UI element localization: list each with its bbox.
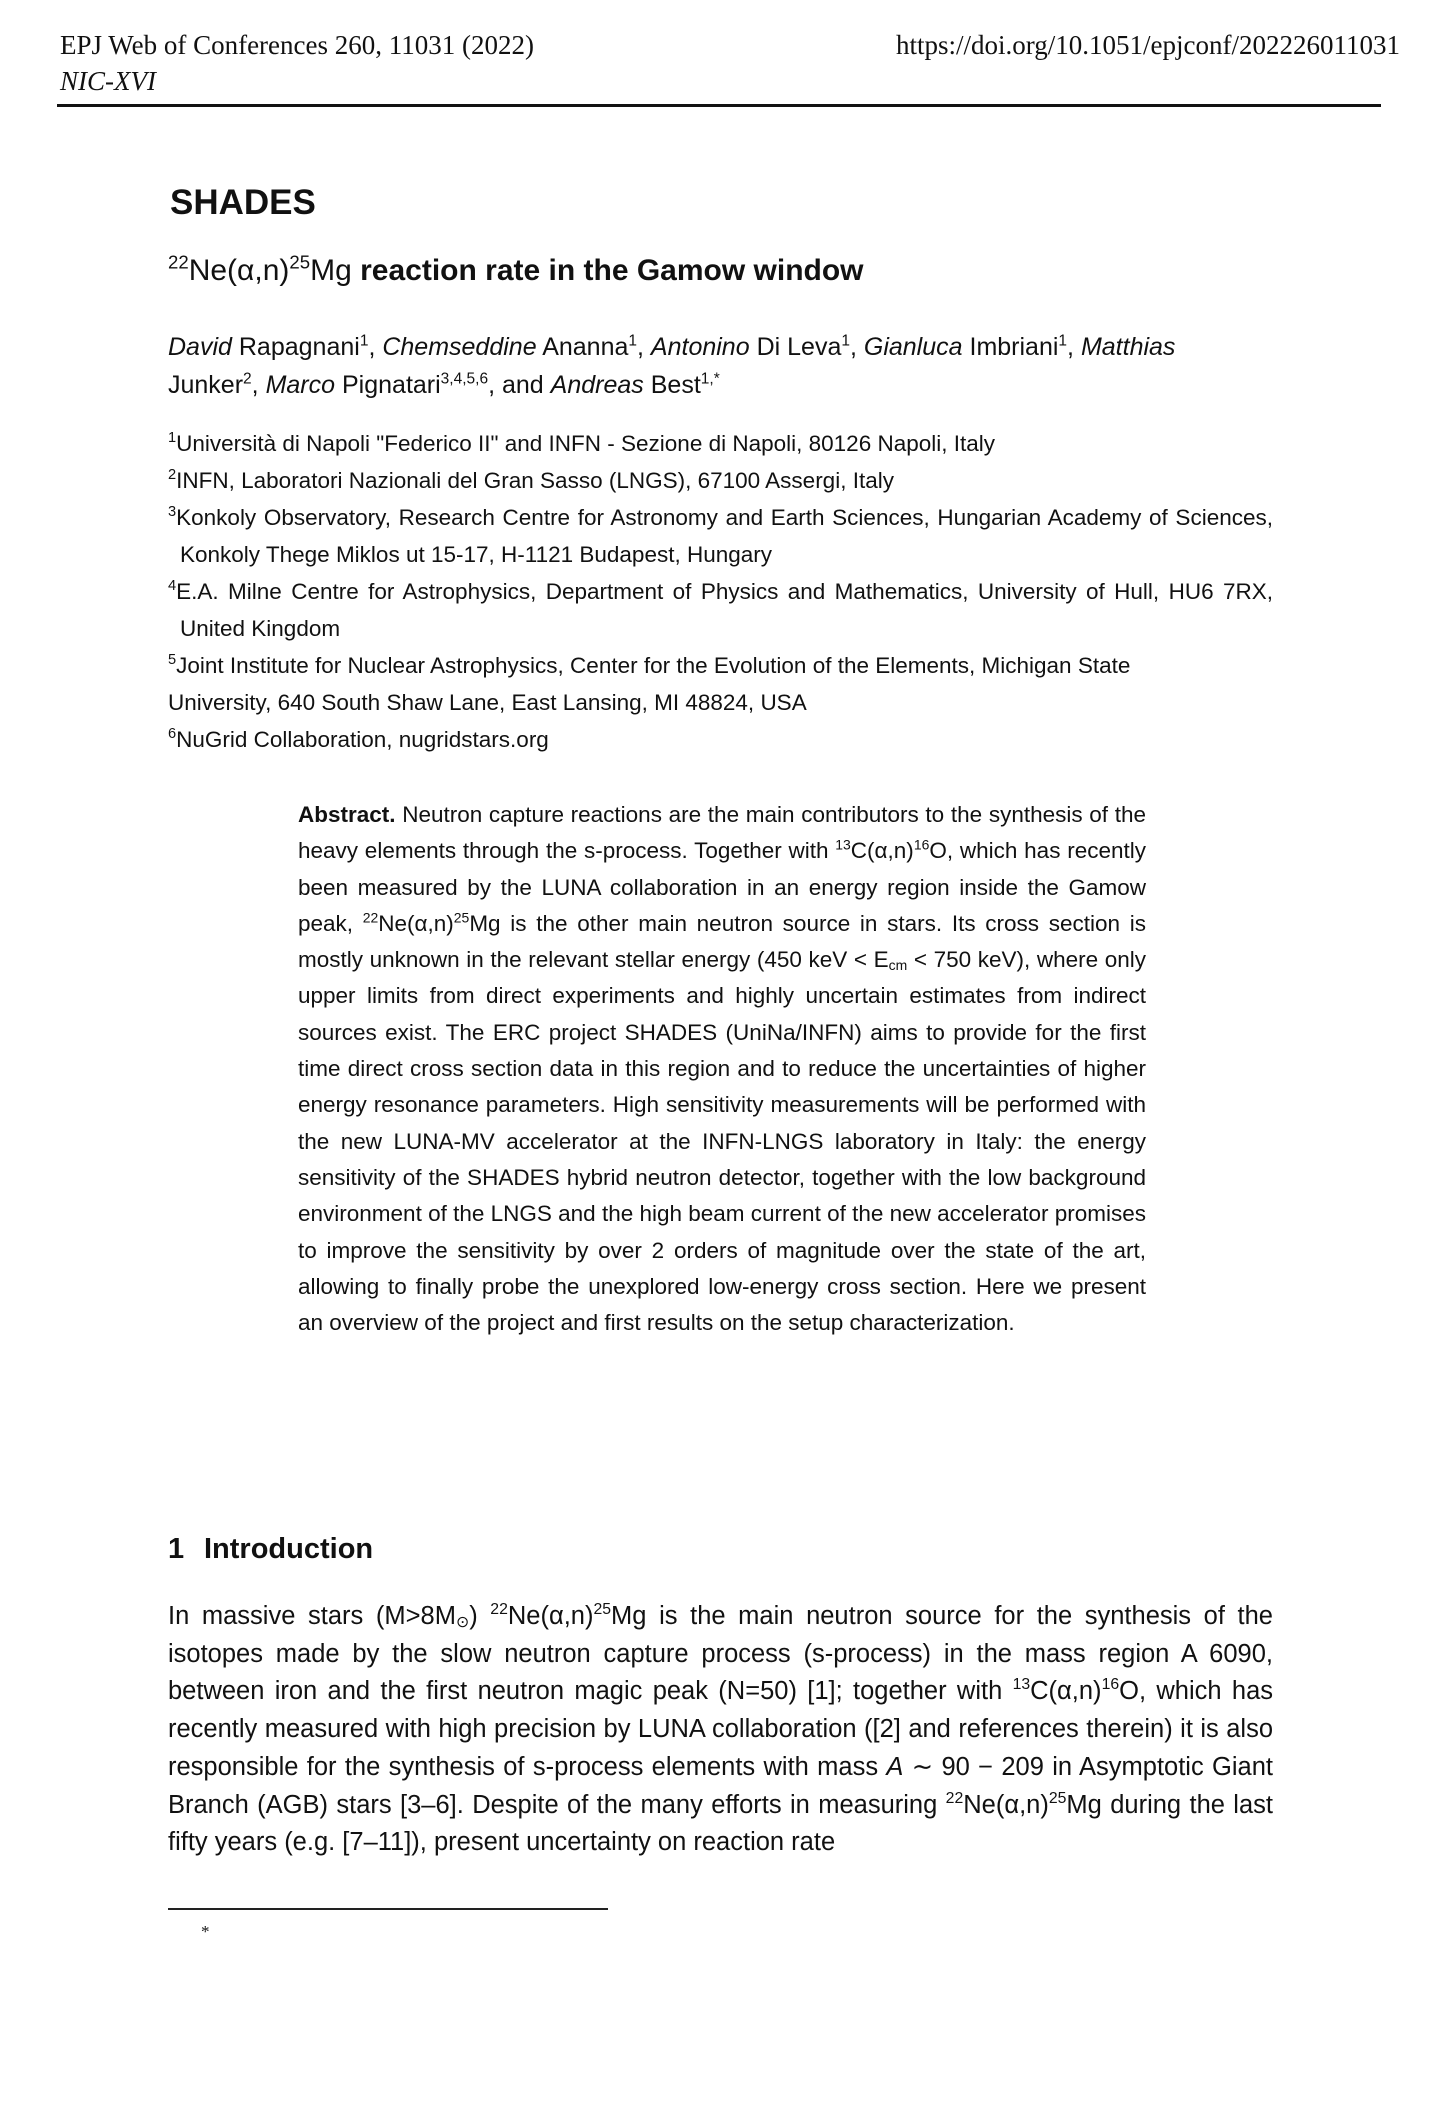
- affiliation-list: [168, 425, 1273, 758]
- author: Antonino Di Leva$^1$: [650, 332, 850, 361]
- footnote-marker: *: [201, 1922, 210, 1941]
- author: Chemseddine Ananna$^1$: [382, 332, 638, 361]
- introduction-paragraph: In massive stars $(M>8M_⊙)$ $^{22}Ne(\alpha,n)^{25}Mg$ is the main neutron source for the synthesis of the isotopes made by the slow neutron capture process (s-process) in the mass region A 6090, between iron and the first neutron magic peak (N=50) [1]; together with $^{13}C(\alpha,n)^{16}O$, which has recently measured with high precision by LUNA collaboration ([2] and references therein) it is also responsible for the synthesis of s-process elements with mass A ∼ 90 − 209 in Asymptotic Giant Branch (AGB) stars [3–6]. Despite of the many efforts in measuring $^{22}Ne(\alpha,n)^{25}Mg$ during the last fifty years (e.g. [7–11]), present uncertainty on reaction rate: [168, 1601, 1274, 1857]
- conference-name: NIC-XVI: [60, 66, 156, 96]
- author: Andreas Best$^{1,*}$: [550, 370, 720, 399]
- author: Marco Pignatari$^{3,4,5,6}$: [265, 370, 489, 399]
- sun-symbol: ⊙: [455, 1614, 470, 1632]
- authors-conjunction: and: [501, 371, 544, 399]
- affiliation: $^1$Università di Napoli "Federico II" and INFN - Sezione di Napoli, 80126 Napoli, Italy: [168, 429, 996, 456]
- reaction-product: Mg: [310, 254, 352, 287]
- paper-title: SHADES: [170, 183, 316, 222]
- abstract: Abstract. Neutron capture reactions are the main contributors to the synthesis of the heavy elements through the s-process. Together with $^{13}C(\alpha,n)^{16}O$, which has recently been measured by the LUNA collaboration in an energy region inside the Gamow peak, $^{22}Ne(\alpha,n)^{25}Mg$ is the other main neutron source in stars. Its cross section is mostly unknown in the relevant stellar energy (450 keV < $E_{cm} < 750$ keV), where only upper limits from direct experiments and highly uncertain estimates from indirect sources exist. The ERC project SHADES (UniNa/INFN) aims to provide for the first time direct cross section data in this region and to reduce the uncertainties of higher energy resonance parameters. High sensitivity measurements will be performed with the new LUNA-MV accelerator at the INFN-LNGS laboratory in Italy: the energy sensitivity of the SHADES hybrid neutron detector, together with the low background environment of the LNGS and the high beam current of the new accelerator promises to improve the sensitivity by over 2 orders of magnitude over the state of the art, allowing to finally probe the unexplored low-energy cross section. Here we present an overview of the project and first results on the setup characterization.: [298, 802, 1146, 1336]
- affiliation: $^3$Konkoly Observatory, Research Centre for Astronomy and Earth Sciences, Hungarian Academy of Sciences, Konkoly Thege Miklos ut 15-17, H-1121 Budapest, Hungary: [168, 503, 1273, 567]
- footnote-divider: [168, 1908, 608, 1910]
- affiliation: $^6$NuGrid Collaboration, nugridstars.org: [168, 725, 549, 752]
- author: Gianluca Imbriani$^1$: [863, 332, 1068, 361]
- author-list: David Rapagnani$^1$, Chemseddine Ananna$^1$, Antonino Di Leva$^1$, Gianluca Imbriani$^1$, Matthias Junker$^2$, Marco Pignatari$^{3,4,5,6}$, and Andreas Best$^{1,*}$: [168, 332, 1176, 399]
- section-title: Introduction: [204, 1533, 374, 1565]
- mass-number: 25: [289, 251, 311, 273]
- nugrid-link: NuGrid Collaboration, nugridstars.org: [176, 727, 549, 752]
- affiliation: $^2$INFN, Laboratori Nazionali del Gran Sasso (LNGS), 67100 Assergi, Italy: [168, 466, 894, 493]
- author: David Rapagnani$^1$: [168, 332, 369, 361]
- header-divider: [57, 104, 1381, 107]
- abstract-label: Abstract.: [298, 802, 396, 827]
- subtitle-text: reaction rate in the Gamow window: [351, 254, 864, 287]
- mass-number: 22: [168, 251, 189, 273]
- section-heading: [168, 1533, 373, 1566]
- journal-citation: EPJ Web of Conferences 260, 11031 (2022): [60, 30, 534, 60]
- affiliation: $^4$E.A. Milne Centre for Astrophysics, Department of Physics and Mathematics, University of Hull, HU6 7RX, United Kingdom: [168, 577, 1273, 641]
- doi-link[interactable]: https://doi.org/10.1051/epjconf/202226011031: [896, 30, 1400, 60]
- section-number: 1: [168, 1533, 185, 1565]
- reaction-target: Ne(α,n): [188, 254, 290, 287]
- author: Matthias Junker$^2$: [168, 333, 1176, 399]
- paper-subtitle: [168, 251, 864, 288]
- affiliation: $^5$Joint Institute for Nuclear Astrophysics, Center for the Evolution of the Elements, Michigan State University, 640 South Shaw Lane, East Lansing, MI 48824, USA: [168, 651, 1131, 715]
